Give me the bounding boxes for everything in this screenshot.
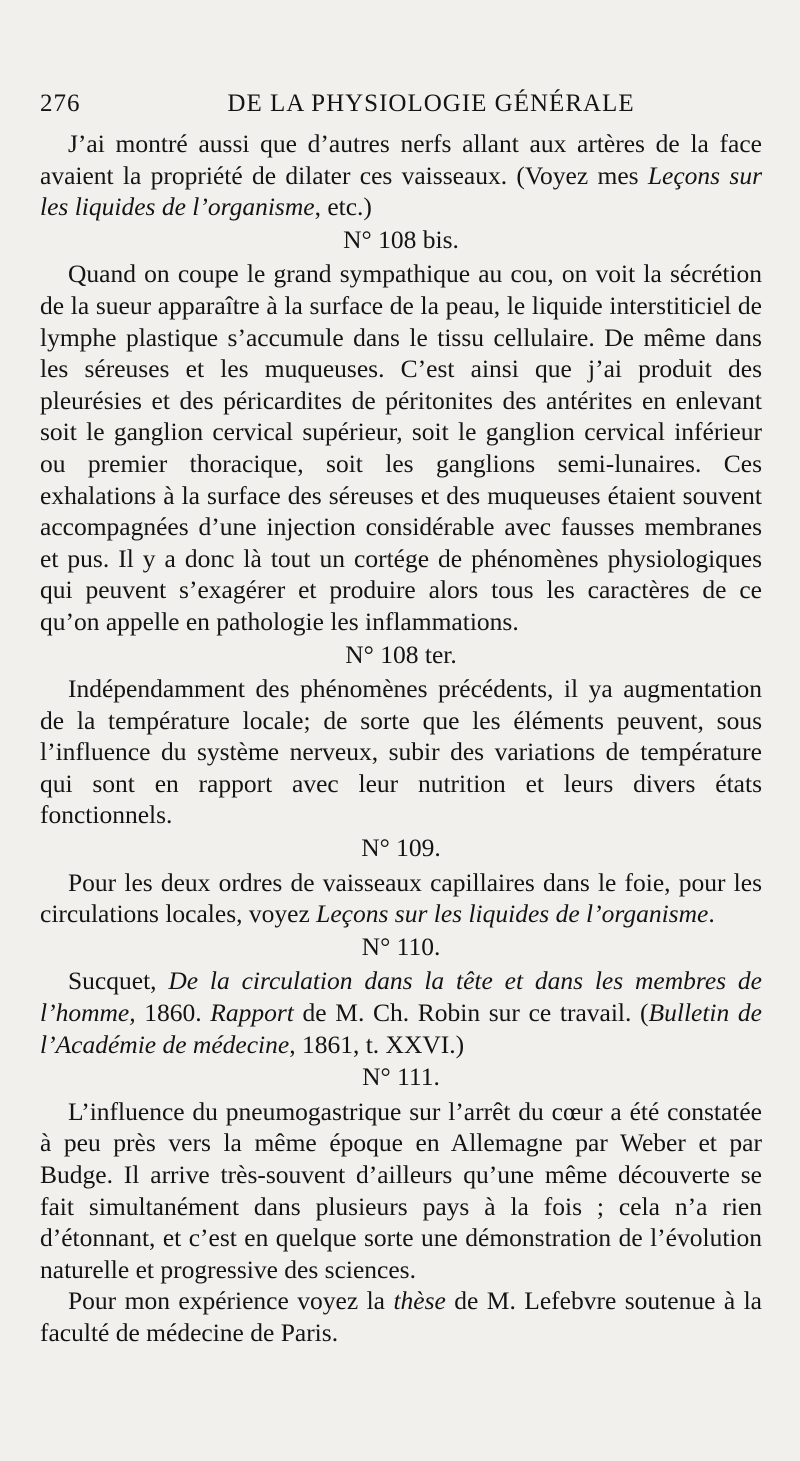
note-109-paragraph xyxy=(40,867,762,930)
note-110-text-end: , 1861, t. XXVI.) xyxy=(289,1029,465,1059)
note-heading-110: N° 110. xyxy=(361,931,441,961)
note-110-bulletin: Bulletin de l’Académie de médecine xyxy=(40,998,762,1059)
intro-work-title: Leçons sur les liquides de l’organisme xyxy=(40,160,762,222)
note-109-text-end: . xyxy=(708,899,715,929)
note-110-work-title: De la circulation dans la tête et dans les membres de l’homme, xyxy=(40,966,762,1028)
running-title: DE LA PHYSIOLOGIE GÉNÉRALE xyxy=(227,90,635,117)
note-111-paragraph-2 xyxy=(40,1285,762,1348)
note-110-rapport: Rapport xyxy=(210,998,294,1028)
note-110-paragraph xyxy=(40,965,762,1060)
intro-paragraph xyxy=(40,128,762,223)
intro-text: J’ai montré aussi que d’autres nerfs allant aux artères de la face avaient la propriété de dilater ces vaisseaux. (Voyez mes xyxy=(40,129,762,190)
note-111-paragraph-1: L’influence du pneumogastrique sur l’arrêt du cœur a été constatée à peu près vers la même époque en Allemagne par Weber et par Budge. Il arrive très-souvent d’ailleurs qu’une même découverte se fait simultanément dans plusieurs pays à la fois ; cela n’a rien d’étonnant, et c’est en quelque sorte une démonstration de l’évolution naturelle et progressive des sciences. xyxy=(40,1096,762,1284)
page-number: 276 xyxy=(40,90,81,117)
note-109-work-title: Leçons sur les liquides de l’organisme xyxy=(316,899,709,929)
note-111-these: thèse xyxy=(393,1286,446,1316)
note-108bis-paragraph: Quand on coupe le grand sympathique au cou, on voit la sécrétion de la sueur apparaître à la surface de la peau, le liquide interstiticiel de lymphe plastique s’accumule dans le tissu cellulaire. De même dans les séreuses et les muqueuses. C’est ainsi que j’ai produit des pleurésies et des péricardites de péritonites des antérites en enlevant soit le ganglion cervical supérieur, soit le ganglion cervical inférieur ou premier thoracique, soit les ganglions semi-lunaires. Ces exhalations à la surface des séreuses et des muqueuses étaient souvent accompagnées d’une injection considérable avec fausses membranes et pus. Il y a donc là tout un cortége de phénomènes physiologiques qui peuvent s’exagérer et produire alors tous les caractères de ce qu’on appelle en pathologie les inflammations. xyxy=(40,259,762,636)
note-heading-108ter: N° 108 ter. xyxy=(345,639,457,669)
note-110-text: de M. Ch. Robin sur ce travail. ( xyxy=(293,998,649,1028)
page-header xyxy=(40,90,762,128)
intro-text-end: , etc.) xyxy=(314,192,372,222)
note-heading-109: N° 109. xyxy=(361,833,441,863)
note-110-year: 1860. xyxy=(135,998,211,1028)
note-110-author: Sucquet, xyxy=(68,966,169,996)
note-109-text: Pour les deux ordres de vaisseaux capillaires dans le foie, pour les circulations locales, voyez xyxy=(40,867,762,929)
note-108ter-paragraph: Indépendamment des phénomènes précédents, il ya augmentation de la température locale; de sorte que les éléments peuvent, sous l’influence du système nerveux, subir des variations de température qui sont en rapport avec leur nutrition et leurs divers états fonctionnels. xyxy=(40,674,762,830)
note-heading-111: N° 111. xyxy=(362,1062,440,1092)
note-111-text: Pour mon expérience voyez la xyxy=(68,1286,394,1316)
note-heading-108bis: N° 108 bis. xyxy=(343,224,459,254)
note-111-text-end: de M. Lefebvre soutenue à la faculté de médecine de Paris. xyxy=(40,1286,762,1347)
book-page xyxy=(40,90,762,1349)
